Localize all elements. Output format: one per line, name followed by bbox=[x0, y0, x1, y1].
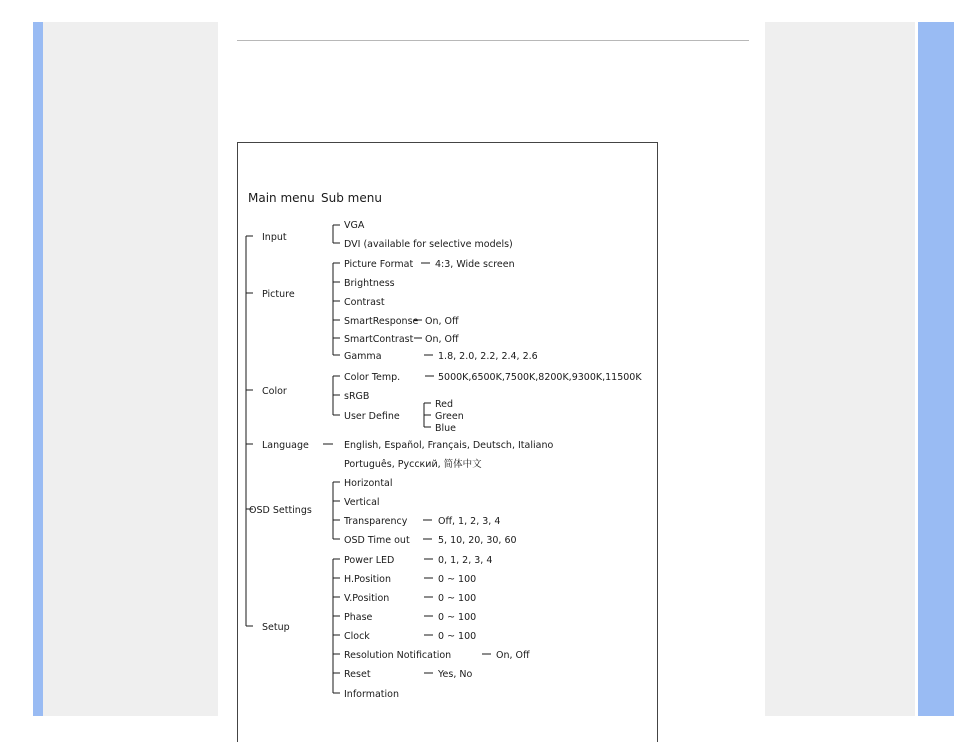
value-resolution-notification: On, Off bbox=[496, 650, 530, 661]
value-smartcontrast: On, Off bbox=[425, 334, 459, 345]
user-define-blue: Blue bbox=[435, 423, 457, 434]
left-sidebar-panel bbox=[43, 22, 218, 716]
user-define-green: Green bbox=[435, 411, 464, 422]
sub-item-phase: Phase bbox=[344, 612, 373, 623]
main-item-picture: Picture bbox=[262, 289, 295, 300]
top-horizontal-rule bbox=[237, 40, 749, 41]
language-list-line1: English, Español, Français, Deutsch, Italiano bbox=[344, 440, 554, 451]
main-item-language: Language bbox=[262, 440, 309, 451]
sub-item-contrast: Contrast bbox=[344, 297, 385, 308]
left-accent-stripe bbox=[33, 22, 43, 716]
sub-item-vertical: Vertical bbox=[344, 497, 380, 508]
sub-item-smartresponse: SmartResponse bbox=[344, 316, 419, 327]
right-sidebar-panel bbox=[765, 22, 915, 716]
main-menu-header: Main menu bbox=[248, 191, 315, 205]
sub-item-picture-format: Picture Format bbox=[344, 259, 414, 270]
value-transparency: Off, 1, 2, 3, 4 bbox=[438, 516, 501, 527]
value-picture-format: 4:3, Wide screen bbox=[435, 259, 515, 270]
sub-item-clock: Clock bbox=[344, 631, 370, 642]
sub-item-h-position: H.Position bbox=[344, 574, 391, 585]
value-phase: 0 ~ 100 bbox=[438, 612, 477, 623]
value-gamma: 1.8, 2.0, 2.2, 2.4, 2.6 bbox=[438, 351, 538, 362]
value-clock: 0 ~ 100 bbox=[438, 631, 477, 642]
main-item-input: Input bbox=[262, 232, 287, 243]
sub-item-transparency: Transparency bbox=[344, 516, 408, 527]
sub-item-information: Information bbox=[344, 689, 399, 700]
value-v-position: 0 ~ 100 bbox=[438, 593, 477, 604]
value-power-led: 0, 1, 2, 3, 4 bbox=[438, 555, 493, 566]
sub-item-vga: VGA bbox=[344, 220, 365, 231]
osd-menu-diagram bbox=[238, 143, 659, 743]
sub-item-osd-timeout: OSD Time out bbox=[344, 535, 410, 546]
sub-item-power-led: Power LED bbox=[344, 555, 395, 566]
sub-item-smartcontrast: SmartContrast bbox=[344, 334, 414, 345]
value-smartresponse: On, Off bbox=[425, 316, 459, 327]
sub-item-user-define: User Define bbox=[344, 411, 400, 422]
sub-item-dvi: DVI (available for selective models) bbox=[344, 239, 513, 250]
sub-item-srgb: sRGB bbox=[344, 391, 370, 402]
sub-item-gamma: Gamma bbox=[344, 351, 382, 362]
sub-item-resolution-notification: Resolution Notification bbox=[344, 650, 452, 661]
sub-item-brightness: Brightness bbox=[344, 278, 395, 289]
value-osd-timeout: 5, 10, 20, 30, 60 bbox=[438, 535, 517, 546]
main-item-setup: Setup bbox=[262, 622, 290, 633]
language-list-line2: Português, Русский, 简体中文 bbox=[344, 459, 482, 470]
sub-item-reset: Reset bbox=[344, 669, 371, 680]
user-define-red: Red bbox=[435, 399, 454, 410]
value-color-temp: 5000K,6500K,7500K,8200K,9300K,11500K bbox=[438, 372, 642, 383]
value-h-position: 0 ~ 100 bbox=[438, 574, 477, 585]
main-item-color: Color bbox=[262, 386, 287, 397]
sub-item-v-position: V.Position bbox=[344, 593, 390, 604]
sub-item-horizontal: Horizontal bbox=[344, 478, 393, 489]
sub-menu-header: Sub menu bbox=[321, 191, 382, 205]
right-accent-stripe bbox=[918, 22, 954, 716]
sub-item-color-temp: Color Temp. bbox=[344, 372, 401, 383]
main-item-osd-settings: OSD Settings bbox=[249, 505, 312, 516]
osd-menu-tree-figure bbox=[237, 142, 658, 742]
value-reset: Yes, No bbox=[438, 669, 473, 680]
